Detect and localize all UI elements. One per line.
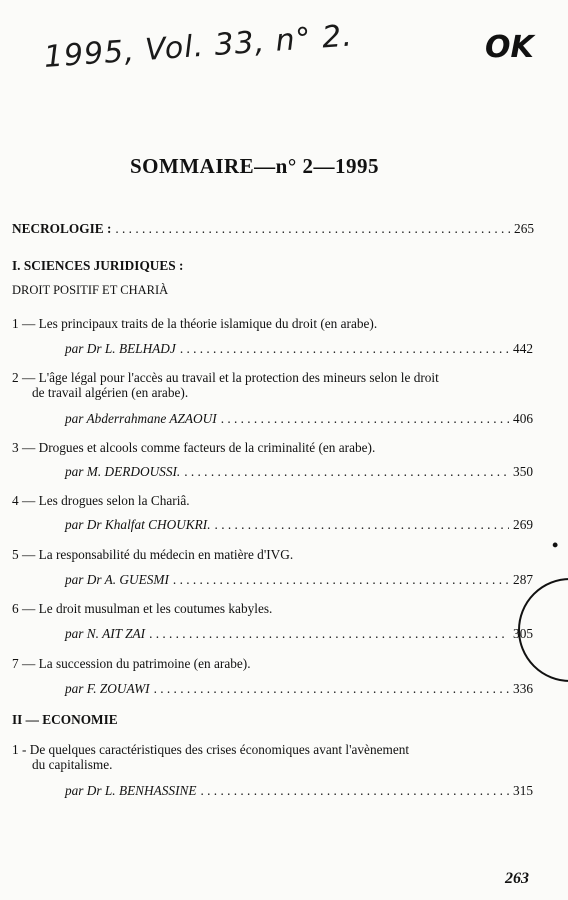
- toc-entry-author-row: [65, 783, 533, 799]
- toc-entry-author: par Abderrahmane AZAOUI: [65, 411, 217, 426]
- toc-entry-author: par N. AIT ZAI: [65, 626, 146, 641]
- dot-leader: [180, 341, 509, 357]
- necrologie-row: [12, 221, 534, 237]
- toc-entry-author-row: [65, 626, 533, 642]
- toc-entry-author-row: [65, 411, 533, 427]
- page-title: SOMMAIRE—n° 2—1995: [130, 154, 379, 178]
- toc-entry-author: par Dr Khalfat CHOUKRI.: [65, 517, 211, 532]
- toc-entry-title: 5 — La responsabilité du médecin en matière d'IVG.: [12, 547, 294, 562]
- toc-entry-title: 3 — Drogues et alcools comme facteurs de la criminalité (en arabe).: [12, 440, 376, 455]
- toc-entry-author: par M. DERDOUSSI.: [65, 464, 181, 479]
- toc-entry-author: par F. ZOUAWI: [65, 681, 150, 696]
- margin-mark: •: [552, 535, 559, 555]
- dot-leader: [184, 464, 509, 480]
- dot-leader: [221, 411, 509, 427]
- necrologie-page: 265: [514, 221, 534, 236]
- section-title: I. SCIENCES JURIDIQUES :: [12, 258, 184, 273]
- toc-entry-author-row: [65, 341, 533, 357]
- section-subtitle: DROIT POSITIF ET CHARIÀ: [12, 283, 169, 297]
- dot-leader: [154, 681, 509, 697]
- toc-entry-title-continued: du capitalisme.: [32, 757, 113, 772]
- toc-entry-page: 350: [513, 464, 533, 479]
- toc-entry-title-continued: de travail algérien (en arabe).: [32, 385, 189, 400]
- necrologie-label: NECROLOGIE :: [12, 221, 112, 236]
- page-number: 263: [505, 870, 529, 887]
- toc-entry-author-row: [65, 681, 533, 697]
- dot-leader: [115, 221, 510, 237]
- toc-entry-title: 1 — Les principaux traits de la théorie islamique du droit (en arabe).: [12, 316, 378, 331]
- handwritten-ok-mark: OK: [485, 30, 534, 65]
- dot-leader: [201, 783, 510, 799]
- toc-entry-title: 2 — L'âge légal pour l'accès au travail et la protection des mineurs selon le droit: [12, 370, 439, 385]
- toc-entry-page: 442: [513, 341, 533, 356]
- dot-leader: [173, 572, 509, 588]
- toc-entry-title: 1 - De quelques caractéristiques des crises économiques avant l'avènement: [12, 742, 410, 757]
- toc-entry-author-row: [65, 517, 533, 533]
- dot-leader: [149, 626, 509, 642]
- toc-entry-author: par Dr L. BELHADJ: [65, 341, 176, 356]
- toc-entry-title: 6 — Le droit musulman et les coutumes kabyles.: [12, 601, 273, 616]
- toc-entry-title: 4 — Les drogues selon la Chariâ.: [12, 493, 190, 508]
- toc-entry-page: 406: [513, 411, 533, 426]
- toc-entry-author-row: [65, 464, 533, 480]
- toc-entry-page: 315: [513, 783, 533, 798]
- toc-entry-author-row: [65, 572, 533, 588]
- toc-entry-author: par Dr L. BENHASSINE: [65, 783, 197, 798]
- toc-entry-page: 269: [513, 517, 533, 532]
- toc-entry-page: 287: [513, 572, 533, 587]
- toc-entry-page: 336: [513, 681, 533, 696]
- handwritten-reference: 1995, Vol. 33, n° 2.: [42, 18, 354, 75]
- toc-entry-title: 7 — La succession du patrimoine (en arabe).: [12, 656, 251, 671]
- toc-entry-author: par Dr A. GUESMI: [65, 572, 169, 587]
- dot-leader: [215, 517, 510, 533]
- toc-entry-page: 305: [513, 626, 533, 641]
- stamp-mark: [518, 578, 568, 682]
- section-title: II — ECONOMIE: [12, 712, 118, 727]
